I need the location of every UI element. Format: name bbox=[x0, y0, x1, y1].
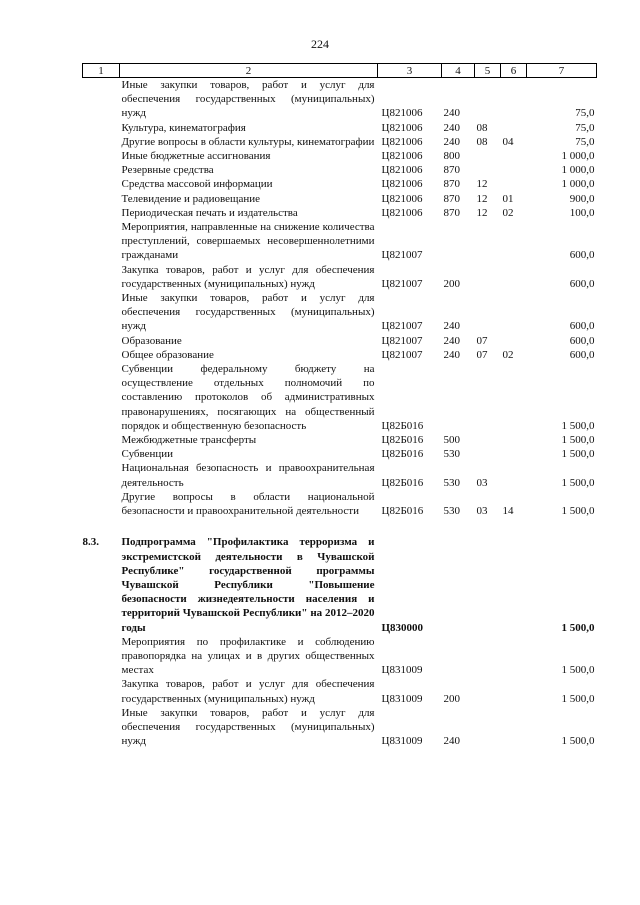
row-subsection bbox=[501, 447, 527, 461]
row-target-code: Ц82Б016 bbox=[381, 419, 424, 432]
table-row bbox=[83, 263, 597, 291]
row-subsection: 01 bbox=[502, 192, 514, 205]
row-name: Межбюджетные трансферты bbox=[121, 434, 257, 447]
row-expense-type: 200 bbox=[443, 277, 460, 290]
row-number: 8.3. bbox=[82, 536, 99, 549]
row-amount: 1 000,0 bbox=[561, 178, 595, 191]
table-row bbox=[83, 635, 597, 678]
row-subsection bbox=[501, 78, 527, 121]
row-target-code: Ц821007 bbox=[381, 249, 423, 262]
table-body bbox=[83, 78, 597, 749]
row-name: Иные закупки товаров, работ и услуг для обеспечения государственных (муниципальных) нужд bbox=[121, 292, 375, 333]
row-number bbox=[83, 635, 120, 678]
row-amount: 100,0 bbox=[569, 206, 595, 219]
row-name: Образование bbox=[121, 334, 182, 347]
row-number bbox=[83, 206, 120, 220]
row-number bbox=[83, 192, 120, 206]
row-target-code: Ц821006 bbox=[381, 150, 423, 163]
row-name: Национальная безопасность и правоохранительная деятельность bbox=[121, 462, 375, 489]
row-expense-type bbox=[442, 220, 475, 263]
row-amount: 75,0 bbox=[575, 121, 595, 134]
row-section bbox=[475, 163, 501, 177]
spacer-cell bbox=[83, 518, 597, 535]
row-amount: 1 500,0 bbox=[561, 664, 595, 677]
row-target-code: Ц821006 bbox=[381, 206, 423, 219]
row-amount: 600,0 bbox=[569, 348, 595, 361]
table-row bbox=[83, 490, 597, 518]
row-expense-type bbox=[442, 362, 475, 433]
row-expense-type: 870 bbox=[443, 192, 460, 205]
table-row bbox=[83, 677, 597, 705]
row-subsection bbox=[501, 677, 527, 705]
row-number bbox=[83, 78, 120, 121]
row-subsection bbox=[501, 362, 527, 433]
row-section: 12 bbox=[476, 192, 488, 205]
row-number bbox=[83, 220, 120, 263]
row-name: Общее образование bbox=[121, 348, 214, 361]
row-subsection: 02 bbox=[502, 348, 514, 361]
row-expense-type bbox=[442, 635, 475, 678]
row-name: Резервные средства bbox=[121, 164, 214, 177]
row-amount: 600,0 bbox=[569, 320, 595, 333]
row-number bbox=[83, 149, 120, 163]
row-name: Иные бюджетные ассигнования bbox=[121, 150, 271, 163]
row-section: 07 bbox=[476, 348, 488, 361]
header-col-7: 7 bbox=[527, 64, 597, 78]
row-target-code: Ц821006 bbox=[381, 107, 423, 120]
row-amount: 600,0 bbox=[569, 334, 595, 347]
row-section: 08 bbox=[476, 135, 488, 148]
row-number bbox=[83, 348, 120, 362]
row-amount: 1 500,0 bbox=[561, 621, 595, 634]
table-header bbox=[83, 64, 597, 78]
row-target-code: Ц830000 bbox=[381, 621, 424, 634]
table-row bbox=[83, 163, 597, 177]
row-section bbox=[475, 677, 501, 705]
row-name: Другие вопросы в области национальной безопасности и правоохранительной деятельности bbox=[121, 490, 375, 518]
row-subsection bbox=[501, 163, 527, 177]
row-subsection bbox=[501, 461, 527, 489]
row-amount: 1 500,0 bbox=[561, 434, 595, 447]
row-expense-type: 530 bbox=[443, 476, 460, 489]
row-number bbox=[83, 706, 120, 749]
row-target-code: Ц821007 bbox=[381, 320, 423, 333]
header-col-1: 1 bbox=[83, 64, 120, 78]
row-number bbox=[83, 334, 120, 348]
row-target-code: Ц821006 bbox=[381, 164, 423, 177]
row-name: Закупка товаров, работ и услуг для обеспечения государственных (муниципальных) нужд bbox=[121, 263, 375, 290]
header-col-4: 4 bbox=[442, 64, 475, 78]
row-amount: 1 500,0 bbox=[561, 505, 595, 518]
row-name: Субвенции bbox=[121, 448, 174, 461]
table-row bbox=[83, 535, 597, 634]
row-subsection bbox=[501, 433, 527, 447]
row-expense-type: 800 bbox=[443, 150, 460, 163]
row-expense-type bbox=[442, 535, 475, 634]
row-section: 12 bbox=[476, 178, 488, 191]
row-amount: 1 500,0 bbox=[561, 692, 595, 705]
page-number: 224 bbox=[311, 37, 329, 51]
table-row bbox=[83, 135, 597, 149]
row-number bbox=[83, 447, 120, 461]
row-section: 03 bbox=[476, 476, 488, 489]
row-number bbox=[83, 177, 120, 191]
table-row bbox=[83, 447, 597, 461]
row-subsection bbox=[501, 149, 527, 163]
row-number bbox=[83, 263, 120, 291]
row-name: Культура, кинематография bbox=[121, 121, 246, 134]
row-amount: 75,0 bbox=[575, 135, 595, 148]
row-name: Закупка товаров, работ и услуг для обеспечения государственных (муниципальных) нужд bbox=[121, 678, 375, 705]
row-target-code: Ц821006 bbox=[381, 121, 423, 134]
row-section bbox=[475, 149, 501, 163]
row-amount: 1 500,0 bbox=[561, 419, 595, 432]
row-subsection bbox=[501, 706, 527, 749]
table-row bbox=[83, 348, 597, 362]
row-subsection: 04 bbox=[502, 135, 514, 148]
row-subsection bbox=[501, 177, 527, 191]
row-amount: 75,0 bbox=[575, 107, 595, 120]
row-section bbox=[475, 447, 501, 461]
table-row bbox=[83, 192, 597, 206]
row-name: Мероприятия по профилактике и соблюдению правопорядка на улицах и в других общественных местах bbox=[121, 635, 375, 677]
row-target-code: Ц831009 bbox=[381, 664, 423, 677]
row-subsection bbox=[501, 220, 527, 263]
row-amount: 1 500,0 bbox=[561, 476, 595, 489]
row-section: 12 bbox=[476, 206, 488, 219]
row-name: Другие вопросы в области культуры, кинематографии bbox=[121, 135, 375, 148]
row-subsection bbox=[501, 291, 527, 334]
row-amount: 900,0 bbox=[569, 192, 595, 205]
row-name: Средства массовой информации bbox=[121, 178, 273, 191]
row-target-code: Ц82Б016 bbox=[381, 434, 424, 447]
table-row bbox=[83, 121, 597, 135]
row-subsection bbox=[501, 635, 527, 678]
table-row bbox=[83, 149, 597, 163]
row-section bbox=[475, 635, 501, 678]
row-name: Субвенции федеральному бюджету на осуществление отдельных полномочий по составлению протоколов об административных правонарушениях, посягающих на общественный порядок и общественную безопасность bbox=[121, 363, 375, 432]
row-number bbox=[83, 135, 120, 149]
row-amount: 600,0 bbox=[569, 277, 595, 290]
header-col-3: 3 bbox=[378, 64, 442, 78]
row-expense-type: 870 bbox=[443, 206, 460, 219]
row-section bbox=[475, 433, 501, 447]
row-target-code: Ц821006 bbox=[381, 178, 423, 191]
section-spacer bbox=[83, 518, 597, 535]
row-name: Иные закупки товаров, работ и услуг для обеспечения государственных (муниципальных) нужд bbox=[121, 79, 375, 120]
row-expense-type: 200 bbox=[443, 692, 460, 705]
row-number bbox=[83, 362, 120, 433]
row-expense-type: 240 bbox=[443, 121, 460, 134]
table-row bbox=[83, 433, 597, 447]
row-expense-type: 240 bbox=[443, 135, 460, 148]
row-subsection: 14 bbox=[502, 505, 514, 518]
table-row bbox=[83, 220, 597, 263]
row-expense-type: 240 bbox=[443, 320, 460, 333]
table-row bbox=[83, 461, 597, 489]
row-amount: 1 000,0 bbox=[561, 164, 595, 177]
row-expense-type: 240 bbox=[443, 348, 460, 361]
table-row bbox=[83, 334, 597, 348]
row-section bbox=[475, 706, 501, 749]
row-subsection bbox=[501, 121, 527, 135]
header-col-2: 2 bbox=[120, 64, 378, 78]
row-number bbox=[83, 433, 120, 447]
row-amount: 1 500,0 bbox=[561, 735, 595, 748]
row-target-code: Ц82Б016 bbox=[381, 448, 424, 461]
table-row bbox=[83, 706, 597, 749]
row-target-code: Ц821006 bbox=[381, 135, 423, 148]
header-col-5: 5 bbox=[475, 64, 501, 78]
row-target-code: Ц821006 bbox=[381, 192, 423, 205]
row-section bbox=[475, 535, 501, 634]
row-expense-type: 870 bbox=[443, 164, 460, 177]
row-target-code: Ц831009 bbox=[381, 735, 423, 748]
row-target-code: Ц821007 bbox=[381, 334, 423, 347]
row-name: Периодическая печать и издательства bbox=[121, 206, 298, 219]
row-number bbox=[83, 121, 120, 135]
row-name: Мероприятия, направленные на снижение количества преступлений, совершаемых несовершеннолетними гражданами bbox=[121, 221, 375, 262]
row-number bbox=[83, 490, 120, 518]
row-number bbox=[83, 291, 120, 334]
row-amount: 1 000,0 bbox=[561, 150, 595, 163]
table-row bbox=[83, 177, 597, 191]
row-subsection bbox=[501, 334, 527, 348]
header-col-6: 6 bbox=[501, 64, 527, 78]
row-expense-type: 240 bbox=[443, 735, 460, 748]
table-row bbox=[83, 78, 597, 121]
row-section: 07 bbox=[476, 334, 488, 347]
row-name: Подпрограмма "Профилактика терроризма и экстремистской деятельности в Чувашской Республике" государственной программы Чувашской Республики "Повышение безопасности жизнедеятельности населения и территорий Чувашской Республики" на 2012–2020 годы bbox=[121, 536, 375, 634]
row-section bbox=[475, 220, 501, 263]
row-section: 08 bbox=[476, 121, 488, 134]
row-subsection: 02 bbox=[502, 206, 514, 219]
row-target-code: Ц82Б016 bbox=[381, 505, 424, 518]
row-number bbox=[83, 163, 120, 177]
row-section: 03 bbox=[476, 505, 488, 518]
row-section bbox=[475, 362, 501, 433]
row-number bbox=[83, 677, 120, 705]
row-target-code: Ц821007 bbox=[381, 277, 423, 290]
row-target-code: Ц821007 bbox=[381, 348, 423, 361]
budget-table bbox=[82, 63, 597, 748]
row-expense-type: 530 bbox=[443, 505, 460, 518]
row-target-code: Ц82Б016 bbox=[381, 476, 424, 489]
row-expense-type: 870 bbox=[443, 178, 460, 191]
row-expense-type: 530 bbox=[443, 448, 460, 461]
row-section bbox=[475, 78, 501, 121]
row-subsection bbox=[501, 535, 527, 634]
row-expense-type: 240 bbox=[443, 107, 460, 120]
table-row bbox=[83, 362, 597, 433]
row-expense-type: 500 bbox=[443, 434, 460, 447]
row-number bbox=[83, 461, 120, 489]
row-expense-type: 240 bbox=[443, 334, 460, 347]
row-name: Телевидение и радиовещание bbox=[121, 192, 261, 205]
row-name: Иные закупки товаров, работ и услуг для обеспечения государственных (муниципальных) нужд bbox=[121, 706, 375, 748]
row-section bbox=[475, 291, 501, 334]
table-row bbox=[83, 291, 597, 334]
row-target-code: Ц831009 bbox=[381, 692, 423, 705]
row-amount: 600,0 bbox=[569, 249, 595, 262]
row-amount: 1 500,0 bbox=[561, 448, 595, 461]
row-section bbox=[475, 263, 501, 291]
table-row bbox=[83, 206, 597, 220]
row-subsection bbox=[501, 263, 527, 291]
